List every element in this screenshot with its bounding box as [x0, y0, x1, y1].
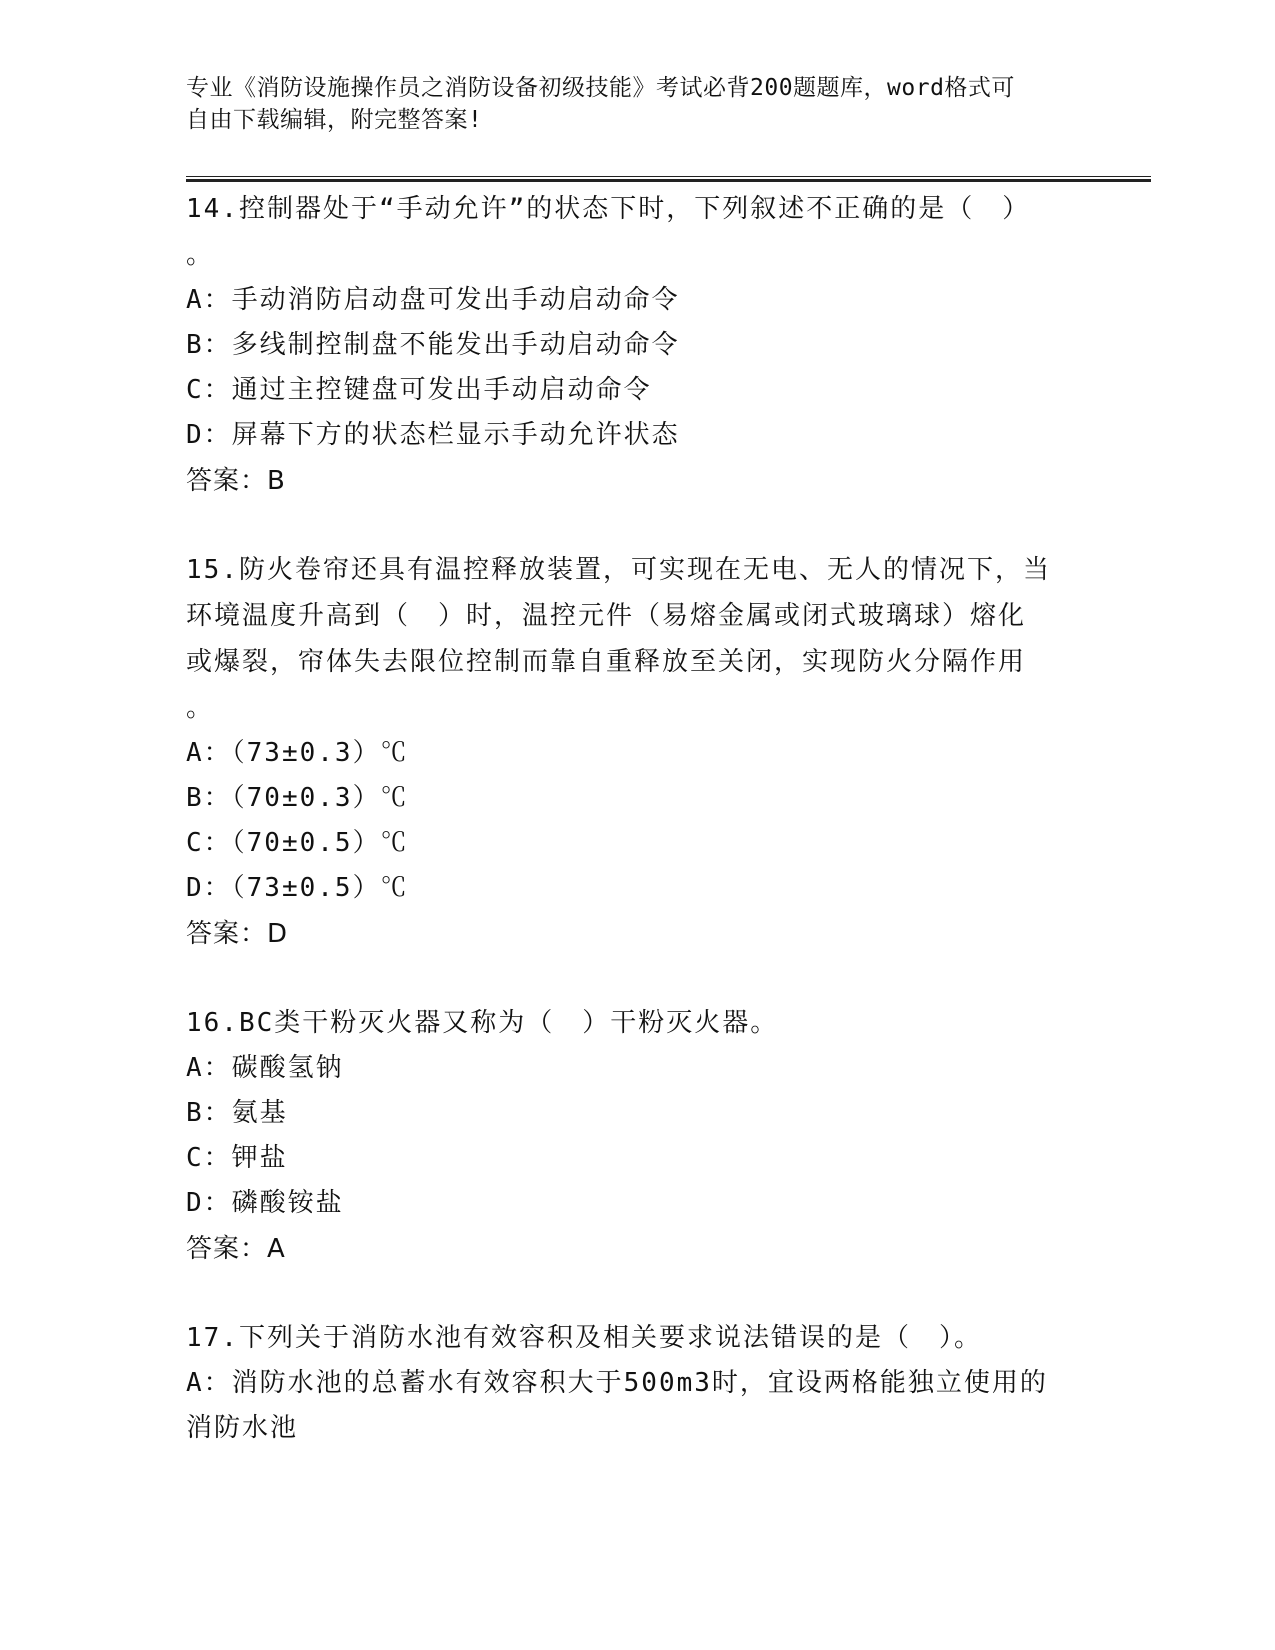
question-16 [186, 1000, 1086, 1272]
header-line-1: 专业《消防设施操作员之消防设备初级技能》考试必背200题题库，word格式可 [186, 75, 1015, 101]
header-divider [186, 176, 1151, 182]
question-stem-line: 14.控制器处于“手动允许”的状态下时，下列叙述不正确的是（ ） [186, 194, 1031, 224]
option-a-continued: 消防水池 [186, 1413, 299, 1443]
option-d: D：磷酸铵盐 [186, 1188, 344, 1218]
question-17 [186, 1315, 1086, 1451]
question-stem-line: 15.防火卷帘还具有温控释放装置，可实现在无电、无人的情况下，当 [186, 555, 1051, 585]
option-b: B：（70±0.3）℃ [186, 783, 409, 813]
question-14 [186, 186, 1086, 504]
option-b: B：多线制控制盘不能发出手动启动命令 [186, 330, 680, 360]
question-stem-line: 16.BC类干粉灭火器又称为（ ）干粉灭火器。 [186, 1008, 779, 1038]
option-d: D：屏幕下方的状态栏显示手动允许状态 [186, 420, 680, 450]
question-stem-line: 。 [186, 240, 215, 270]
answer-line: 答案：D [186, 919, 289, 949]
question-stem-line: 环境温度升高到（ ）时，温控元件（易熔金属或闭式玻璃球）熔化 [186, 601, 1027, 631]
option-a: A：消防水池的总蓄水有效容积大于500m3时，宜设两格能独立使用的 [186, 1368, 1048, 1398]
question-stem-line: 。 [186, 693, 215, 723]
question-list [186, 186, 1086, 1451]
question-stem-line: 17.下列关于消防水池有效容积及相关要求说法错误的是（ ）。 [186, 1323, 982, 1353]
option-d: D：（73±0.5）℃ [186, 873, 409, 903]
answer-line: 答案：A [186, 1234, 286, 1264]
question-spacer [186, 1272, 1086, 1315]
option-c: C：通过主控键盘可发出手动启动命令 [186, 375, 652, 405]
question-15 [186, 547, 1086, 957]
option-a: A：碳酸氢钠 [186, 1053, 344, 1083]
question-spacer [186, 957, 1086, 1000]
header-line-2: 自由下载编辑，附完整答案! [186, 107, 483, 133]
document-header [186, 72, 1066, 136]
option-a: A：（73±0.3）℃ [186, 738, 409, 768]
question-stem-line: 或爆裂，帘体失去限位控制而靠自重释放至关闭，实现防火分隔作用 [186, 647, 1027, 677]
option-c: C：钾盐 [186, 1143, 288, 1173]
option-a: A：手动消防启动盘可发出手动启动命令 [186, 285, 680, 315]
question-spacer [186, 504, 1086, 547]
option-b: B：氨基 [186, 1098, 288, 1128]
answer-line: 答案：B [186, 466, 286, 496]
option-c: C：（70±0.5）℃ [186, 828, 409, 858]
